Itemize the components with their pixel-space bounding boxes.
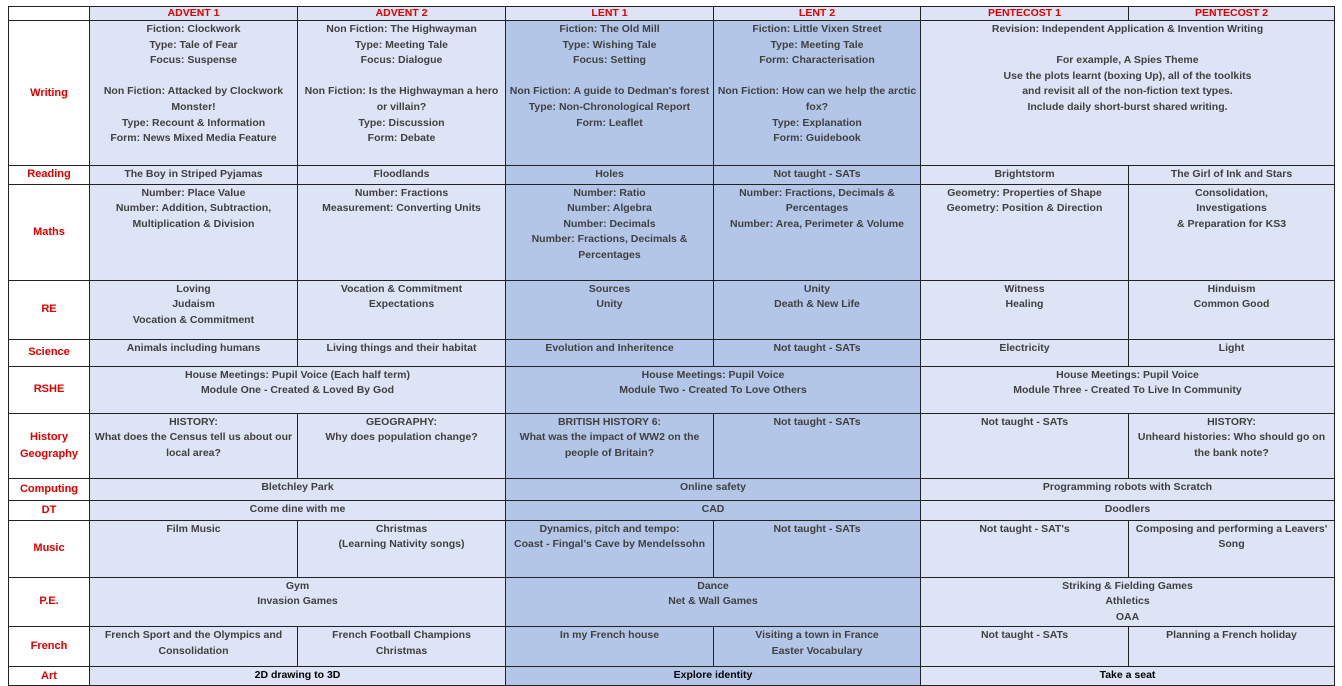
history-geography-pentecost-2: HISTORY: Unheard histories: Who should go on the bank note? (1129, 413, 1335, 478)
french-pentecost-1: Not taught - SATs (921, 627, 1129, 667)
maths-lent-2: Number: Fractions, Decimals & Percentages Number: Area, Perimeter & Volume (714, 184, 921, 280)
science-lent-2: Not taught - SATs (714, 339, 921, 366)
writing-advent-2: Non Fiction: The Highwayman Type: Meeting Tale Focus: Dialogue Non Fiction: Is the Highwayman a hero or villain? Type: Discussion Form: Debate (298, 21, 506, 166)
science-lent-1: Evolution and Inheritence (506, 339, 714, 366)
subject-label-re: RE (9, 280, 90, 339)
subject-label-reading: Reading (9, 166, 90, 185)
science-row (9, 339, 1335, 366)
subject-label-dt: DT (9, 500, 90, 520)
curriculum-table (8, 6, 1335, 686)
pe-lent: Dance Net & Wall Games (506, 577, 921, 627)
rshe-pentecost: House Meetings: Pupil Voice Module Three - Created To Live In Community (921, 366, 1335, 413)
music-lent-1: Dynamics, pitch and tempo: Coast - Fingal’s Cave by Mendelssohn (506, 520, 714, 577)
computing-advent: Bletchley Park (90, 478, 506, 500)
maths-pentecost-1: Geometry: Properties of Shape Geometry: Position & Direction (921, 184, 1129, 280)
reading-advent-2: Floodlands (298, 166, 506, 185)
music-advent-1: Film Music (90, 520, 298, 577)
reading-pentecost-1: Brightstorm (921, 166, 1129, 185)
re-lent-1: Sources Unity (506, 280, 714, 339)
writing-advent-1: Fiction: Clockwork Type: Tale of Fear Focus: Suspense Non Fiction: Attacked by Clockwork Monster! Type: Recount & Information Form: News Mixed Media Feature (90, 21, 298, 166)
subject-label-writing: Writing (9, 21, 90, 166)
art-pentecost: Take a seat (921, 667, 1335, 686)
subject-label-history-geography: History Geography (9, 413, 90, 478)
reading-pentecost-2: The Girl of Ink and Stars (1129, 166, 1335, 185)
science-advent-2: Living things and their habitat (298, 339, 506, 366)
dt-pentecost: Doodlers (921, 500, 1335, 520)
curriculum-map (8, 6, 1335, 686)
computing-row (9, 478, 1335, 500)
writing-pentecost: Revision: Independent Application & Invention Writing For example, A Spies Theme Use the plots learnt (boxing Up), all of the toolkits and revisit all of the non-fiction text types. Include daily short-burst shared writing. (921, 21, 1335, 166)
reading-advent-1: The Boy in Striped Pyjamas (90, 166, 298, 185)
subject-label-maths: Maths (9, 184, 90, 280)
subject-label-music: Music (9, 520, 90, 577)
subject-label-rshe: RSHE (9, 366, 90, 413)
computing-lent: Online safety (506, 478, 921, 500)
writing-lent-1: Fiction: The Old Mill Type: Wishing Tale Focus: Setting Non Fiction: A guide to Dedman's forest Type: Non-Chronological Report Form: Leaflet (506, 21, 714, 166)
science-advent-1: Animals including humans (90, 339, 298, 366)
term-header-pentecost-1: PENTECOST 1 (921, 7, 1129, 21)
re-lent-2: Unity Death & New Life (714, 280, 921, 339)
dt-row (9, 500, 1335, 520)
reading-lent-2: Not taught - SATs (714, 166, 921, 185)
art-row (9, 667, 1335, 686)
term-header-lent-2: LENT 2 (714, 7, 921, 21)
writing-row (9, 21, 1335, 166)
music-row (9, 520, 1335, 577)
music-advent-2: Christmas (Learning Nativity songs) (298, 520, 506, 577)
history-geography-lent-1: BRITISH HISTORY 6: What was the impact of WW2 on the people of Britain? (506, 413, 714, 478)
term-header-row (9, 7, 1335, 21)
history-geography-advent-2: GEOGRAPHY: Why does population change? (298, 413, 506, 478)
rshe-lent: House Meetings: Pupil Voice Module Two - Created To Love Others (506, 366, 921, 413)
re-pentecost-1: Witness Healing (921, 280, 1129, 339)
history-geography-row (9, 413, 1335, 478)
art-lent: Explore identity (506, 667, 921, 686)
term-header-pentecost-2: PENTECOST 2 (1129, 7, 1335, 21)
reading-lent-1: Holes (506, 166, 714, 185)
maths-lent-1: Number: Ratio Number: Algebra Number: Decimals Number: Fractions, Decimals & Percentages (506, 184, 714, 280)
header-corner (9, 7, 90, 21)
subject-label-art: Art (9, 667, 90, 686)
science-pentecost-2: Light (1129, 339, 1335, 366)
french-row (9, 627, 1335, 667)
pe-advent: Gym Invasion Games (90, 577, 506, 627)
music-pentecost-1: Not taught - SAT's (921, 520, 1129, 577)
french-lent-2: Visiting a town in France Easter Vocabulary (714, 627, 921, 667)
french-advent-1: French Sport and the Olympics and Consolidation (90, 627, 298, 667)
maths-pentecost-2: Consolidation, Investigations & Preparation for KS3 (1129, 184, 1335, 280)
reading-row (9, 166, 1335, 185)
french-advent-2: French Football Champions Christmas (298, 627, 506, 667)
maths-advent-1: Number: Place Value Number: Addition, Subtraction, Multiplication & Division (90, 184, 298, 280)
subject-label-pe: P.E. (9, 577, 90, 627)
french-pentecost-2: Planning a French holiday (1129, 627, 1335, 667)
history-geography-pentecost-1: Not taught - SATs (921, 413, 1129, 478)
term-header-lent-1: LENT 1 (506, 7, 714, 21)
history-geography-advent-1: HISTORY: What does the Census tell us about our local area? (90, 413, 298, 478)
pe-pentecost: Striking & Fielding Games Athletics OAA (921, 577, 1335, 627)
maths-row (9, 184, 1335, 280)
writing-lent-2: Fiction: Little Vixen Street Type: Meeting Tale Form: Characterisation Non Fiction: How can we help the arctic fox? Type: Explanation Form: Guidebook (714, 21, 921, 166)
subject-label-science: Science (9, 339, 90, 366)
dt-advent: Come dine with me (90, 500, 506, 520)
subject-label-french: French (9, 627, 90, 667)
art-advent: 2D drawing to 3D (90, 667, 506, 686)
term-header-advent-2: ADVENT 2 (298, 7, 506, 21)
science-pentecost-1: Electricity (921, 339, 1129, 366)
rshe-advent: House Meetings: Pupil Voice (Each half term) Module One - Created & Loved By God (90, 366, 506, 413)
term-header-advent-1: ADVENT 1 (90, 7, 298, 21)
pe-row (9, 577, 1335, 627)
re-advent-2: Vocation & Commitment Expectations (298, 280, 506, 339)
music-lent-2: Not taught - SATs (714, 520, 921, 577)
history-geography-lent-2: Not taught - SATs (714, 413, 921, 478)
subject-label-computing: Computing (9, 478, 90, 500)
music-pentecost-2: Composing and performing a Leavers' Song (1129, 520, 1335, 577)
re-row (9, 280, 1335, 339)
re-advent-1: Loving Judaism Vocation & Commitment (90, 280, 298, 339)
computing-pentecost: Programming robots with Scratch (921, 478, 1335, 500)
french-lent-1: In my French house (506, 627, 714, 667)
re-pentecost-2: Hinduism Common Good (1129, 280, 1335, 339)
dt-lent: CAD (506, 500, 921, 520)
rshe-row (9, 366, 1335, 413)
maths-advent-2: Number: Fractions Measurement: Converting Units (298, 184, 506, 280)
